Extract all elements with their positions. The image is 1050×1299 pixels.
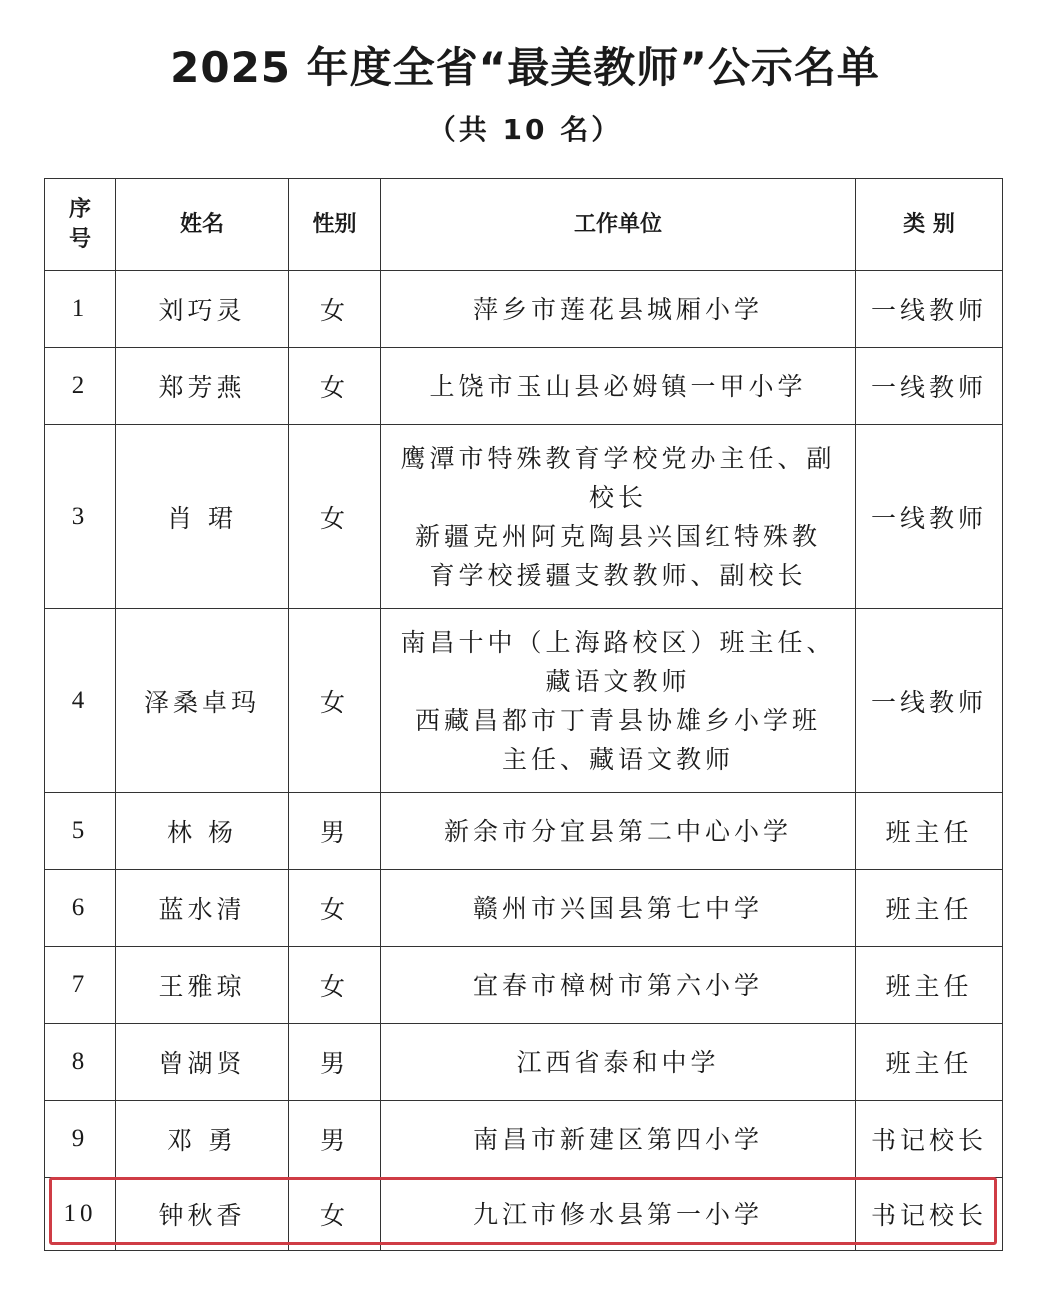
cell-category: 班主任 (856, 947, 1003, 1024)
cell-unit (381, 947, 856, 1024)
cell-category: 一线教师 (856, 425, 1003, 609)
unit-line: 赣州市兴国县第七中学 (472, 893, 763, 923)
unit-line: 西藏昌都市丁青县协雄乡小学班 (414, 705, 821, 735)
cell-gender: 女 (289, 425, 381, 609)
unit-line: 上饶市玉山县必姆镇一甲小学 (429, 371, 807, 401)
unit-line: 宜春市樟树市第六小学 (472, 970, 763, 1000)
cell-gender: 女 (289, 947, 381, 1024)
unit-line: 南昌市新建区第四小学 (472, 1124, 763, 1154)
table-row (45, 348, 1003, 425)
cell-gender: 女 (289, 348, 381, 425)
table-row (45, 947, 1003, 1024)
cell-name: 泽桑卓玛 (116, 609, 289, 793)
table-row (45, 609, 1003, 793)
unit-line: 育学校援疆支教教师、副校长 (429, 560, 807, 590)
cell-no: 2 (45, 348, 116, 425)
cell-name: 林 杨 (116, 793, 289, 870)
cell-category: 一线教师 (856, 271, 1003, 348)
cell-gender: 女 (289, 271, 381, 348)
cell-no: 5 (45, 793, 116, 870)
teacher-list-table (44, 178, 1003, 1251)
unit-line: 主任、藏语文教师 (501, 744, 734, 774)
unit-line: 藏语文教师 (545, 666, 691, 696)
header-no-line2: 号 (68, 226, 91, 252)
table-row-highlighted (45, 1178, 1003, 1251)
cell-name: 王雅琼 (116, 947, 289, 1024)
table-row (45, 1101, 1003, 1178)
cell-unit (381, 348, 856, 425)
cell-no: 9 (45, 1101, 116, 1178)
table-row (45, 271, 1003, 348)
header-category: 类 别 (856, 179, 1003, 271)
cell-name: 邓 勇 (116, 1101, 289, 1178)
cell-name: 郑芳燕 (116, 348, 289, 425)
unit-line: 新疆克州阿克陶县兴国红特殊教 (414, 521, 821, 551)
cell-no: 8 (45, 1024, 116, 1101)
unit-line: 校长 (588, 482, 647, 512)
unit-line: 九江市修水县第一小学 (472, 1199, 763, 1229)
header-name: 姓名 (116, 179, 289, 271)
page-title: 2025 年度全省“最美教师”公示名单 (170, 43, 880, 92)
header-unit: 工作单位 (381, 179, 856, 271)
header-gender: 性别 (289, 179, 381, 271)
cell-gender: 男 (289, 1024, 381, 1101)
cell-gender: 男 (289, 1101, 381, 1178)
cell-unit (381, 870, 856, 947)
cell-name: 钟秋香 (116, 1178, 289, 1251)
cell-no: 1 (45, 271, 116, 348)
unit-line: 江西省泰和中学 (516, 1047, 720, 1077)
header-no-line1: 序 (68, 196, 91, 222)
cell-category: 一线教师 (856, 348, 1003, 425)
table-header-row (45, 179, 1003, 271)
page-subtitle: （共 10 名） (427, 113, 623, 146)
cell-no: 3 (45, 425, 116, 609)
cell-no: 10 (45, 1178, 116, 1251)
cell-gender: 女 (289, 870, 381, 947)
cell-category: 书记校长 (856, 1178, 1003, 1251)
cell-unit (381, 1024, 856, 1101)
cell-unit (381, 425, 856, 609)
cell-gender: 女 (289, 1178, 381, 1251)
unit-line: 鹰潭市特殊教育学校党办主任、副 (400, 443, 836, 473)
cell-unit (381, 271, 856, 348)
unit-line: 新余市分宜县第二中心小学 (443, 816, 792, 846)
cell-unit (381, 1178, 856, 1251)
table-row (45, 425, 1003, 609)
unit-line: 萍乡市莲花县城厢小学 (472, 294, 763, 324)
table-row (45, 793, 1003, 870)
cell-name: 刘巧灵 (116, 271, 289, 348)
table-row (45, 1024, 1003, 1101)
cell-unit (381, 793, 856, 870)
cell-category: 班主任 (856, 793, 1003, 870)
cell-name: 曾湖贤 (116, 1024, 289, 1101)
cell-unit (381, 609, 856, 793)
cell-category: 班主任 (856, 1024, 1003, 1101)
cell-category: 班主任 (856, 870, 1003, 947)
cell-unit (381, 1101, 856, 1178)
cell-no: 4 (45, 609, 116, 793)
unit-line: 南昌十中（上海路校区）班主任、 (400, 627, 836, 657)
cell-name: 蓝水清 (116, 870, 289, 947)
cell-no: 7 (45, 947, 116, 1024)
cell-category: 一线教师 (856, 609, 1003, 793)
cell-category: 书记校长 (856, 1101, 1003, 1178)
table-row (45, 870, 1003, 947)
cell-name: 肖 珺 (116, 425, 289, 609)
cell-gender: 男 (289, 793, 381, 870)
cell-no: 6 (45, 870, 116, 947)
header-no (45, 179, 116, 271)
cell-gender: 女 (289, 609, 381, 793)
